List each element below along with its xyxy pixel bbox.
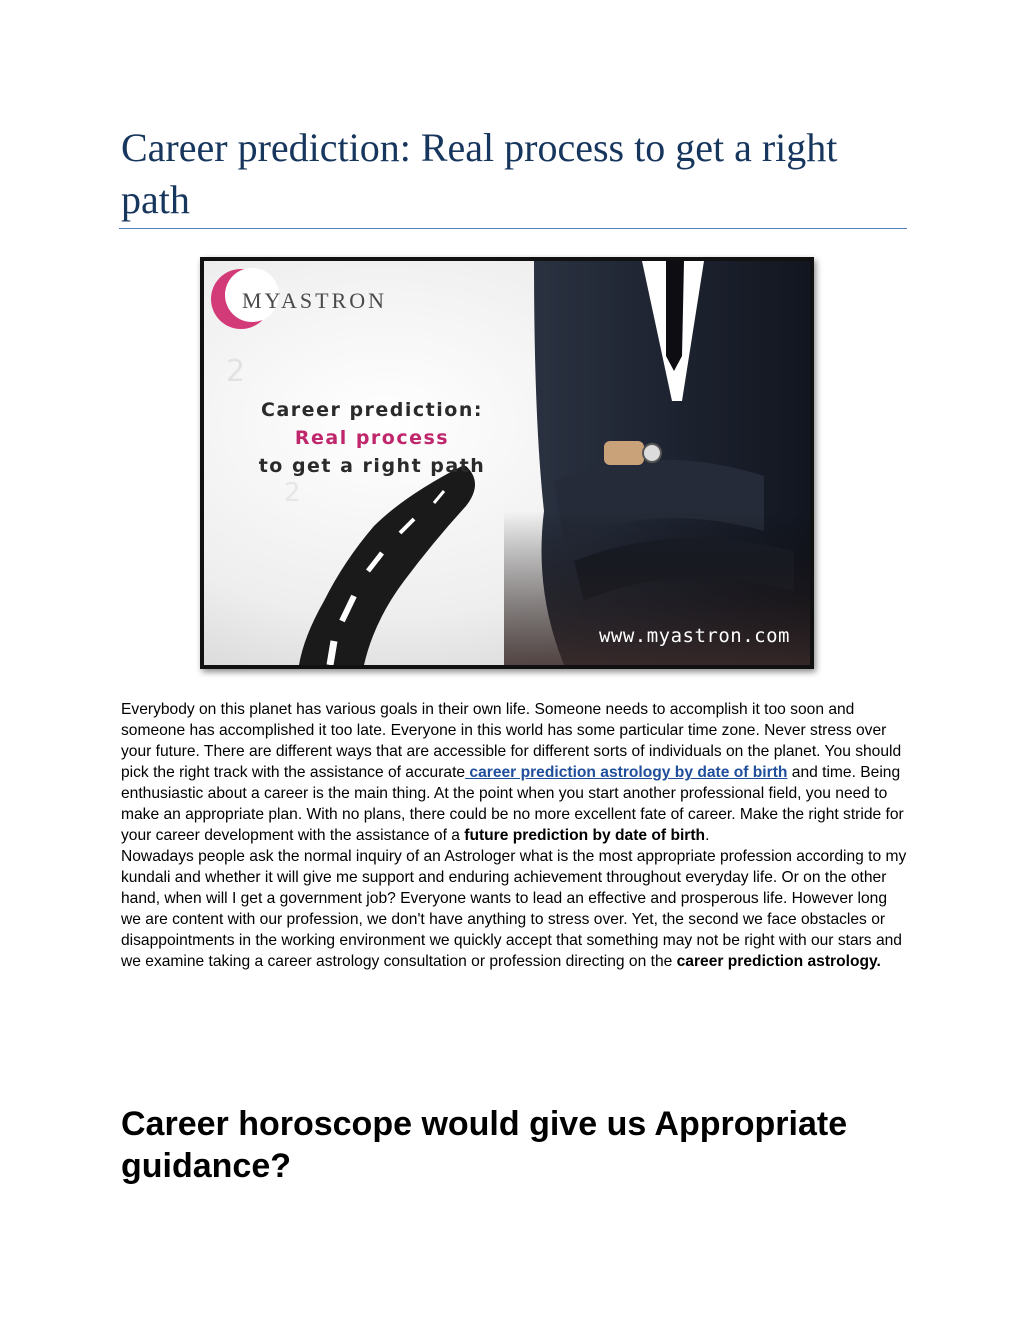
hero-logo-text: MYASTRON: [242, 288, 388, 313]
svg-text:2: 2: [226, 354, 246, 389]
body-text: [121, 699, 911, 972]
paragraph-1-bold-phrase: future prediction by date of birth: [464, 827, 706, 844]
paragraph-2-bold-phrase: career prediction astrology.: [676, 953, 881, 970]
title-underline-divider: [119, 228, 907, 229]
paragraph-1-text-a: Everybody on this planet has various goals in their own life. Someone needs to accomplish it too soon and someone has accomplished it too late. Everyone in this world has some particular time zone. Never stress over your future. There are different ways that are accessible for different sorts of individuals on the planet. You should pick the right track with the assistance of accurate: [121, 701, 902, 781]
hero-headline-line1: Career prediction:: [261, 399, 483, 421]
paragraph-1-end: .: [705, 827, 710, 844]
hero-url-text: www.myastron.com: [598, 625, 790, 647]
page-title: Career prediction: Real process to get a right path: [121, 125, 838, 222]
hero-image: [200, 257, 814, 669]
svg-text:2: 2: [284, 478, 301, 508]
career-prediction-link[interactable]: career prediction astrology by date of birth: [465, 764, 788, 781]
hero-headline-line2: Real process: [294, 427, 450, 449]
hero-headline: [222, 396, 522, 480]
paragraph-1: [121, 699, 911, 846]
section-heading: Career horoscope would give us Appropriate guidance?: [121, 1105, 848, 1185]
hero-headline-line3: to get a right path: [258, 455, 486, 477]
paragraph-2: [121, 846, 911, 972]
paragraph-1-text-b: and time. Being enthusiastic about a career is the main thing. At the point when you start another professional field, you need to make an appropriate plan. With no plans, there could be no more excellent fate of career. Make the right stride for your career development with the assistance of a: [121, 764, 904, 844]
paragraph-2-text: Nowadays people ask the normal inquiry of an Astrologer what is the most appropriate profession according to my kundali and whether it will give me support and enduring achievement throughout everyday life. Or on the other hand, when will I get a government job? Everyone wants to lead an effective and prosperous life. However long we are content with our profession, we don't have anything to stress over. Yet, the second we face obstacles or disappointments in the working environment we quickly accept that something may not be right with our stars and we examine taking a career astrology consultation or profession directing on the: [121, 848, 907, 970]
